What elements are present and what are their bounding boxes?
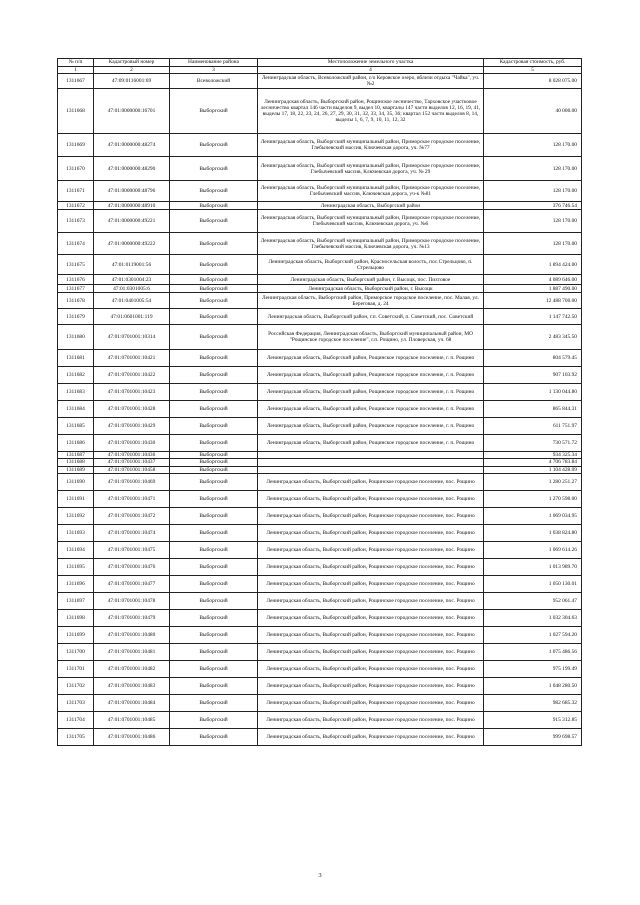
row-number-cell: 1311687 [58,452,94,459]
cadastral-number-cell: 47:01:0701001:10477 [94,575,170,592]
table-row [58,626,582,643]
cadastral-value-cell: 1 048 280.50 [484,677,582,694]
table-row [58,401,582,418]
row-number-cell: 1311694 [58,541,94,558]
location-cell: Ленинградская область, Выборгский район, Рощинское городское поселение, пос. Рощино [258,643,484,660]
table-row [58,507,582,524]
location-cell: Ленинградская область, Выборгский район, Рощинское городское поселение, пос. Рощино [258,592,484,609]
row-number-cell: 1311685 [58,418,94,435]
location-cell: Российская Федерация, Ленинградская область, Выборгский муниципальный район, МО "Рощинское городское поселение", г.п. Рощино, ул. Пловерская, уч. 68 [258,325,484,350]
table-row [58,435,582,452]
location-cell: Ленинградская область, Выборгский муниципальный район, Приморское городское поселение, Глебычевский массив, Ключевская дорога, уч-к №81 [258,181,484,202]
district-cell: Выборгский [170,181,258,202]
column-index: 3 [170,67,258,74]
cadastral-value-cell: 1 013 989.70 [484,558,582,575]
row-number-cell: 1311680 [58,325,94,350]
cadastral-number-cell: 47:01:0000000:16701 [94,89,170,134]
table-row [58,89,582,134]
row-number-cell: 1311671 [58,181,94,202]
cadastral-value-cell: 128 170.00 [484,134,582,157]
district-cell: Выборгский [170,541,258,558]
table-row [58,473,582,490]
cadastral-number-cell: 47:01:0701001:10314 [94,325,170,350]
cadastral-number-cell: 47:01:0701001:10469 [94,473,170,490]
location-cell: Ленинградская область, Выборгский район, Рощинское городское поселение, пос. Рощино [258,677,484,694]
district-cell: Выборгский [170,626,258,643]
row-number-cell: 1311672 [58,202,94,210]
cadastral-value-cell: 1 038 824.80 [484,524,582,541]
cadastral-value-cell: 1 027 594.20 [484,626,582,643]
cadastral-number-cell: 47:01:0000000:48274 [94,134,170,157]
cadastral-number-cell: 47:01:0000000:48910 [94,202,170,210]
cadastral-value-cell: 1 050 130.01 [484,575,582,592]
district-cell: Выборгский [170,285,258,293]
table-row [58,728,582,745]
header-cadastral-value: Кадастровая стоимость, руб. [484,59,582,67]
district-cell: Выборгский [170,233,258,255]
district-cell: Выборгский [170,643,258,660]
cadastral-number-cell: 47:01:0701001:10480 [94,626,170,643]
location-cell: Ленинградская область, Выборгский район, Рощинское городское поселение, пос. Рощино [258,473,484,490]
cadastral-number-cell: 47:01:0701001:10482 [94,660,170,677]
cadastral-value-cell: 934 325.34 [484,452,582,459]
district-cell: Выборгский [170,473,258,490]
location-cell: Ленинградская область, Выборгский район, г. Высоцк, пос. Пихтовое [258,275,484,285]
page-number: 3 [318,872,322,879]
cadastral-value-cell: 1 104 428.09 [484,466,582,473]
cadastral-number-cell: 47:01:0701001:10475 [94,541,170,558]
location-cell: Ленинградская область, Выборгский район, Рощинское городское поселение, г. п. Рощино [258,367,484,384]
row-number-cell: 1311689 [58,466,94,473]
column-index: 2 [94,67,170,74]
district-cell: Выборгский [170,210,258,233]
cadastral-value-cell: 611 751.97 [484,418,582,435]
district-cell: Выборгский [170,309,258,325]
cadastral-number-cell: 47:01:0701001:10458 [94,466,170,473]
table-row [58,157,582,181]
table-row [58,233,582,255]
table-row [58,660,582,677]
table-row [58,325,582,350]
cadastral-value-cell: 1 270 598.00 [484,490,582,507]
cadastral-value-cell: 128 170.00 [484,157,582,181]
cadastral-number-cell: 47:09:0116001:69 [94,74,170,89]
row-number-cell: 1311676 [58,275,94,285]
cadastral-number-cell: 47:01:0301004:23 [94,275,170,285]
cadastral-value-cell: 1 032 304.63 [484,609,582,626]
row-number-cell: 1311668 [58,89,94,134]
district-cell: Выборгский [170,401,258,418]
table-row [58,74,582,89]
district-cell: Выборгский [170,325,258,350]
table-row [58,367,582,384]
row-number-cell: 1311675 [58,255,94,275]
cadastral-value-cell: 8 028 075.00 [484,74,582,89]
table-row [58,609,582,626]
row-number-cell: 1311705 [58,728,94,745]
cadastral-value-cell: 1 075 486.56 [484,643,582,660]
column-index-row [58,67,582,74]
table-row [58,285,582,293]
location-cell: Ленинградская область, Выборгский район, Рощинское городское поселение, пос. Рощино [258,507,484,524]
table-row [58,418,582,435]
location-cell: Ленинградская область, Выборгский район, Рощинское городское поселение, пос. Рощино [258,660,484,677]
table-row [58,309,582,325]
cadastral-number-cell: 47:01:0701001:10476 [94,558,170,575]
table-row [58,210,582,233]
row-number-cell: 1311692 [58,507,94,524]
row-number-cell: 1311700 [58,643,94,660]
table-row [58,694,582,711]
table-body [58,74,582,746]
column-index: 1 [58,67,94,74]
row-number-cell: 1311696 [58,575,94,592]
row-number-cell: 1311699 [58,626,94,643]
cadastral-value-cell: 4 089 646.00 [484,275,582,285]
district-cell: Выборгский [170,728,258,745]
location-cell: Ленинградская область, Выборгский район [258,202,484,210]
location-cell: Ленинградская область, Выборгский район, Рощинское городское поселение, г. п. Рощино [258,435,484,452]
district-cell: Всеволожский [170,74,258,89]
row-number-cell: 1311678 [58,293,94,309]
table-row [58,558,582,575]
row-number-cell: 1311667 [58,74,94,89]
cadastral-value-cell: 128 170.00 [484,210,582,233]
location-cell: Ленинградская область, Выборгский район, Рощинское городское поселение, г. п. Рощино [258,401,484,418]
district-cell: Выборгский [170,507,258,524]
location-cell: Ленинградская область, Выборгский муниципальный район, Приморское городское поселение, Глебычевский массив, Ключевская дорога, уч. №77 [258,134,484,157]
district-cell: Выборгский [170,418,258,435]
cadastral-number-cell: 47:01:0000000:48290 [94,157,170,181]
district-cell: Выборгский [170,575,258,592]
row-number-cell: 1311677 [58,285,94,293]
cadastral-number-cell: 47:01:0701001:10423 [94,384,170,401]
table-row [58,490,582,507]
location-cell: Ленинградская область, Выборгский район, Рощинское городское поселение, пос. Рощино [258,575,484,592]
district-cell: Выборгский [170,524,258,541]
row-number-cell: 1311704 [58,711,94,728]
row-number-cell: 1311673 [58,210,94,233]
district-cell: Выборгский [170,367,258,384]
row-number-cell: 1311684 [58,401,94,418]
district-cell: Выборгский [170,609,258,626]
cadastral-value-cell: 1 887 490.00 [484,285,582,293]
location-cell: Ленинградская область, Выборгский район, Рощинское городское поселение, пос. Рощино [258,694,484,711]
table-row [58,459,582,466]
location-cell [258,466,484,473]
cadastral-value-cell: 1 069 614.26 [484,541,582,558]
row-number-cell: 1311674 [58,233,94,255]
cadastral-number-cell: 47:01:0701001:10481 [94,643,170,660]
district-cell: Выборгский [170,592,258,609]
cadastral-value-cell: 128 170.00 [484,181,582,202]
row-number-cell: 1311682 [58,367,94,384]
cadastral-number-cell: 47:01:0601001:119 [94,309,170,325]
cadastral-value-table [57,58,582,746]
cadastral-value-cell: 982 685.32 [484,694,582,711]
location-cell: Ленинградская область, Выборгский район, Рощинское городское поселение, пос. Рощино [258,711,484,728]
cadastral-number-cell: 47:01:0701001:10422 [94,367,170,384]
row-number-cell: 1311698 [58,609,94,626]
header-district-name: Наименование района [170,59,258,67]
location-cell [258,452,484,459]
cadastral-number-cell: 47:01:0701001:10428 [94,401,170,418]
row-number-cell: 1311697 [58,592,94,609]
table-row [58,202,582,210]
cadastral-value-cell: 975 199.49 [484,660,582,677]
cadastral-number-cell: 47:01:0701001:10471 [94,490,170,507]
location-cell: Ленинградская область, Выборгский район, Красносельская волость, пос.Стрельцово, п. Стрельцово [258,255,484,275]
cadastral-value-cell: 915 312.85 [484,711,582,728]
location-cell: Ленинградская область, Выборгский муниципальный район, Приморское городское поселение, Глебычевский массив, Ключевская дорога, уч. № 29 [258,157,484,181]
district-cell: Выборгский [170,89,258,134]
location-cell: Ленинградская область, Выборгский район, Рощинское городское поселение, пос. Рощино [258,609,484,626]
cadastral-value-cell: 40 000.00 [484,89,582,134]
cadastral-value-cell: 730 571.72 [484,435,582,452]
table-row [58,452,582,459]
table-row [58,541,582,558]
cadastral-number-cell: 47:01:0701001:10436 [94,452,170,459]
cadastral-value-cell: 865 844.31 [484,401,582,418]
row-number-cell: 1311690 [58,473,94,490]
location-cell: Ленинградская область, Выборгский район, Рощинское городское поселение, пос. Рощино [258,558,484,575]
cadastral-number-cell: 47:01:0000000:49221 [94,210,170,233]
header-location: Местоположение земельного участка [258,59,484,67]
cadastral-number-cell: 47:01:0701001:10479 [94,609,170,626]
cadastral-number-cell: 47:01:0701001:10483 [94,677,170,694]
cadastral-value-cell: 1 069 034.95 [484,507,582,524]
cadastral-value-cell: 376 746.54 [484,202,582,210]
district-cell: Выборгский [170,711,258,728]
table-row [58,181,582,202]
row-number-cell: 1311679 [58,309,94,325]
table-row [58,384,582,401]
cadastral-value-cell: 2 483 345.50 [484,325,582,350]
row-number-cell: 1311686 [58,435,94,452]
column-index: 5 [484,67,582,74]
location-cell [258,459,484,466]
district-cell: Выборгский [170,459,258,466]
table-row [58,711,582,728]
district-cell: Выборгский [170,255,258,275]
row-number-cell: 1311702 [58,677,94,694]
location-cell: Ленинградская область, Выборгский район, Рощинское городское поселение, пос. Рощино [258,541,484,558]
district-cell: Выборгский [170,677,258,694]
cadastral-value-cell: 999 698.57 [484,728,582,745]
cadastral-value-cell: 1 147 742.50 [484,309,582,325]
cadastral-value-cell: 4 706 783.84 [484,459,582,466]
cadastral-value-cell: 1 894 424.00 [484,255,582,275]
district-cell: Выборгский [170,660,258,677]
district-cell: Выборгский [170,452,258,459]
district-cell: Выборгский [170,293,258,309]
district-cell: Выборгский [170,275,258,285]
cadastral-number-cell: 47:01:0701001:10472 [94,507,170,524]
cadastral-number-cell: 47:01:0000000:49222 [94,233,170,255]
row-number-cell: 1311688 [58,459,94,466]
table-row [58,350,582,367]
cadastral-value-cell: 1 280 251.27 [484,473,582,490]
district-cell: Выборгский [170,435,258,452]
table-header-row [58,59,582,67]
district-cell: Выборгский [170,134,258,157]
location-cell: Ленинградская область, Выборгский муниципальный район, Приморское городское поселение, Глебычевский массив, Ключевская дорога, уч. №6 [258,210,484,233]
table-row [58,575,582,592]
column-index: 4 [258,67,484,74]
location-cell: Ленинградская область, Выборгский район, г.п. Советский, п. Советский, пос. Советский [258,309,484,325]
table-row [58,524,582,541]
location-cell: Ленинградская область, Выборгский район, Рощинское городское поселение, г. п. Рощино [258,418,484,435]
row-number-cell: 1311693 [58,524,94,541]
cadastral-number-cell: 47:01:0701001:10429 [94,418,170,435]
cadastral-number-cell: 47:01:0701001:10430 [94,435,170,452]
row-number-cell: 1311670 [58,157,94,181]
district-cell: Выборгский [170,466,258,473]
table-row [58,293,582,309]
header-row-number: № п/п [58,59,94,67]
header-cadastral-number: Кадастровый номер [94,59,170,67]
cadastral-value-cell: 952 061.47 [484,592,582,609]
cadastral-value-cell: 804 579.45 [484,350,582,367]
district-cell: Выборгский [170,202,258,210]
row-number-cell: 1311691 [58,490,94,507]
district-cell: Выборгский [170,490,258,507]
cadastral-value-cell: 128 170.00 [484,233,582,255]
cadastral-number-cell: 47:01:0701001:10421 [94,350,170,367]
cadastral-number-cell: 47:01:0701001:10485 [94,711,170,728]
cadastral-number-cell: 47:01:0701001:10478 [94,592,170,609]
cadastral-number-cell: 47:01:0701001:10437 [94,459,170,466]
cadastral-value-cell: 1 130 044.80 [484,384,582,401]
cadastral-value-cell: 12 488 700.00 [484,293,582,309]
cadastral-value-cell: 907 103.92 [484,367,582,384]
cadastral-number-cell: 47:01:0000000:48796 [94,181,170,202]
location-cell: Ленинградская область, Выборгский район, Рощинское городское поселение, пос. Рощино [258,626,484,643]
location-cell: Ленинградская область, Выборгский район, Рощинское городское поселение, пос. Рощино [258,524,484,541]
table-row [58,677,582,694]
cadastral-number-cell: 47:01:0701001:10474 [94,524,170,541]
table-row [58,134,582,157]
table-row [58,275,582,285]
location-cell: Ленинградская область, Выборгский муниципальный район, Приморское городское поселение, Глебычевский массив, Ключевская дорога, уч. №13 [258,233,484,255]
cadastral-number-cell: 47:01:0301005:6 [94,285,170,293]
district-cell: Выборгский [170,558,258,575]
location-cell: Ленинградская область, Всеволожский район, с/о Керовское озеро, вблизи отдыха "Чайка", уч.№2 [258,74,484,89]
location-cell: Ленинградская область, Выборгский район, Приморское городское поселение, пос. Малая, ул. Береговая, д. 24 [258,293,484,309]
location-cell: Ленинградская область, Выборгский район, Рощинское городское поселение, пос. Рощино [258,728,484,745]
location-cell: Ленинградская область, Выборгский район, Рощинское городское поселение, пос. Рощино [258,490,484,507]
district-cell: Выборгский [170,694,258,711]
cadastral-number-cell: 47:01:0701001:10486 [94,728,170,745]
row-number-cell: 1311681 [58,350,94,367]
row-number-cell: 1311695 [58,558,94,575]
cadastral-number-cell: 47:01:0401005:54 [94,293,170,309]
district-cell: Выборгский [170,350,258,367]
location-cell: Ленинградская область, Выборгский район, Рощинское городское поселение, г. п. Рощино [258,384,484,401]
table-row [58,643,582,660]
cadastral-number-cell: 47:01:0701001:10484 [94,694,170,711]
location-cell: Ленинградская область, Выборгский район, Рощинское городское поселение, г. п. Рощино [258,350,484,367]
location-cell: Ленинградская область, Выборгский район, г. Высоцк [258,285,484,293]
table-row [58,592,582,609]
row-number-cell: 1311701 [58,660,94,677]
table-row [58,466,582,473]
table-row [58,255,582,275]
location-cell: Ленинградская область, Выборгский район, Рощинское лесничество, Тарховское участковое лесничество квартал 146 части выделов 9, выдел 10, кварталы 147 части выделов 12, 16, 19, 41, выделы 17, 18, 22, 23, 24, 26, 27, 29, 30, 31, 32, 33, 34, 35, 36; квартал 152 части выделов 8, 14, выделы 1, 6, 7, 9, 10, 11, 12, 32 [258,89,484,134]
district-cell: Выборгский [170,157,258,181]
district-cell: Выборгский [170,384,258,401]
row-number-cell: 1311683 [58,384,94,401]
row-number-cell: 1311703 [58,694,94,711]
row-number-cell: 1311669 [58,134,94,157]
cadastral-number-cell: 47:01:0119001:56 [94,255,170,275]
